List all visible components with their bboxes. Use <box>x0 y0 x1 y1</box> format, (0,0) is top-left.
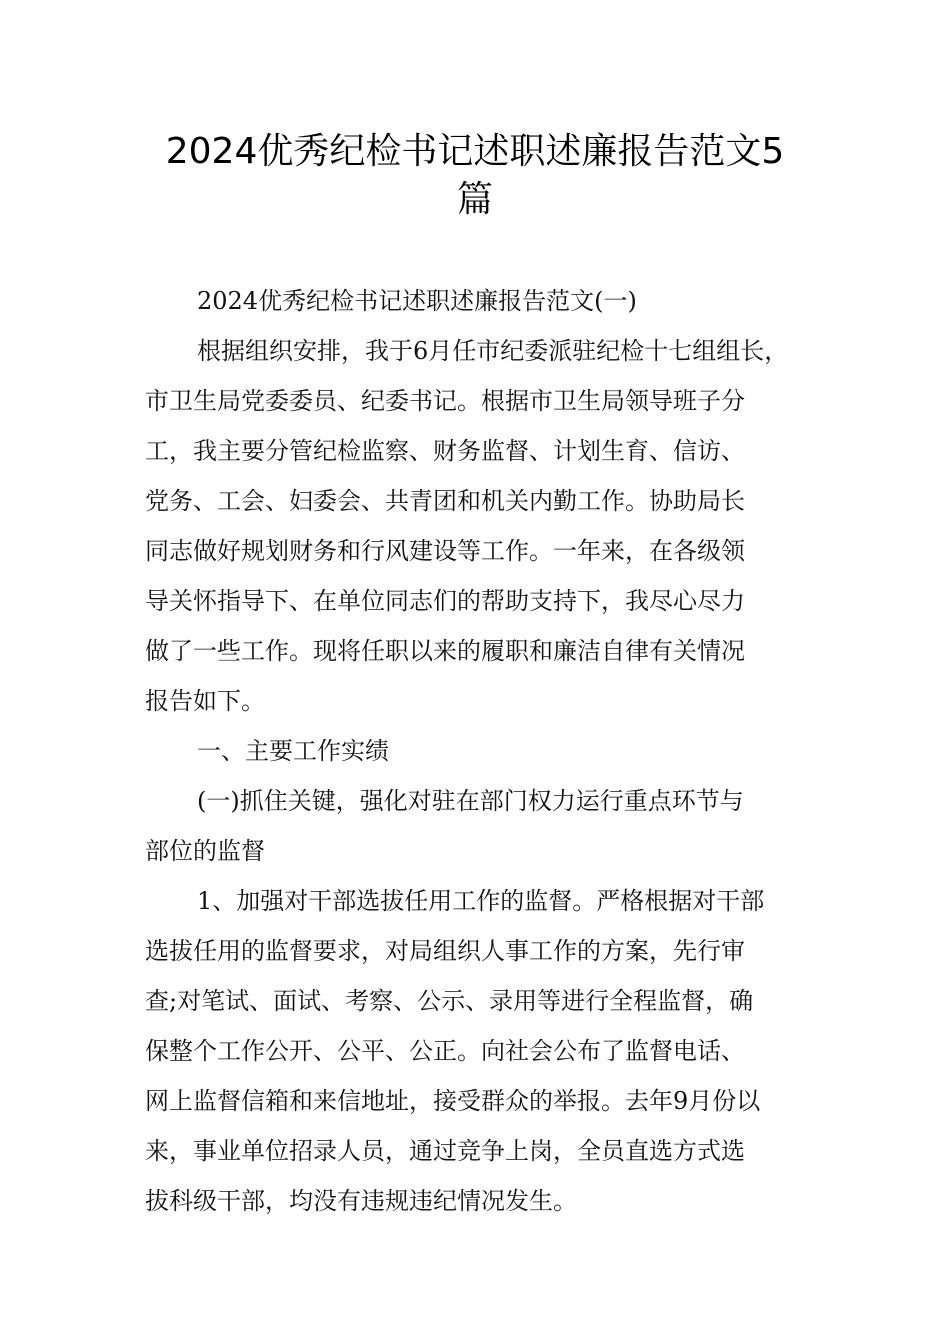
paragraph-line: 导关怀指导下、在单位同志们的帮助支持下，我尽心尽力 <box>145 587 745 615</box>
document-body <box>145 276 810 1226</box>
paragraph-line: 查;对笔试、面试、考察、公示、录用等进行全程监督，确 <box>145 987 754 1015</box>
title-line-1: 2024优秀纪检书记述职述廉报告范文5 <box>165 131 785 172</box>
document-title <box>100 128 850 224</box>
paragraph-line: 保整个工作公开、公平、公正。向社会公布了监督电话、 <box>145 1037 745 1065</box>
subsection-heading-continued: 部位的监督 <box>145 837 265 865</box>
paragraph-line: 报告如下。 <box>145 687 265 715</box>
section-heading: 一、主要工作实绩 <box>197 737 389 765</box>
paragraph-line: 党务、工会、妇委会、共青团和机关内勤工作。协助局长 <box>145 487 745 515</box>
paragraph-line: 工，我主要分管纪检监察、财务监督、计划生育、信访、 <box>145 437 745 465</box>
paragraph-line: 根据组织安排，我于6月任市纪委派驻纪检十七组组长， <box>197 337 789 365</box>
title-line-2: 篇 <box>456 179 493 220</box>
paragraph-line: 来，事业单位招录人员，通过竞争上岗，全员直选方式选 <box>145 1137 745 1165</box>
paragraph-line: 拔科级干部，均没有违规违纪情况发生。 <box>145 1187 577 1215</box>
paragraph-line: 同志做好规划财务和行风建设等工作。一年来，在各级领 <box>145 537 745 565</box>
subsection-heading: (一)抓住关键，强化对驻在部门权力运行重点环节与 <box>197 787 744 815</box>
paragraph-line: 网上监督信箱和来信地址，接受群众的举报。去年9月份以 <box>145 1087 761 1115</box>
paragraph-line: 选拔任用的监督要求，对局组织人事工作的方案，先行审 <box>145 937 745 965</box>
paragraph-line: 1、加强对干部选拔任用工作的监督。严格根据对干部 <box>197 887 765 915</box>
paragraph-line: 市卫生局党委委员、纪委书记。根据市卫生局领导班子分 <box>145 387 745 415</box>
paragraph-line: 2024优秀纪检书记述职述廉报告范文(一) <box>197 287 637 315</box>
paragraph-line: 做了一些工作。现将任职以来的履职和廉洁自律有关情况 <box>145 637 745 665</box>
